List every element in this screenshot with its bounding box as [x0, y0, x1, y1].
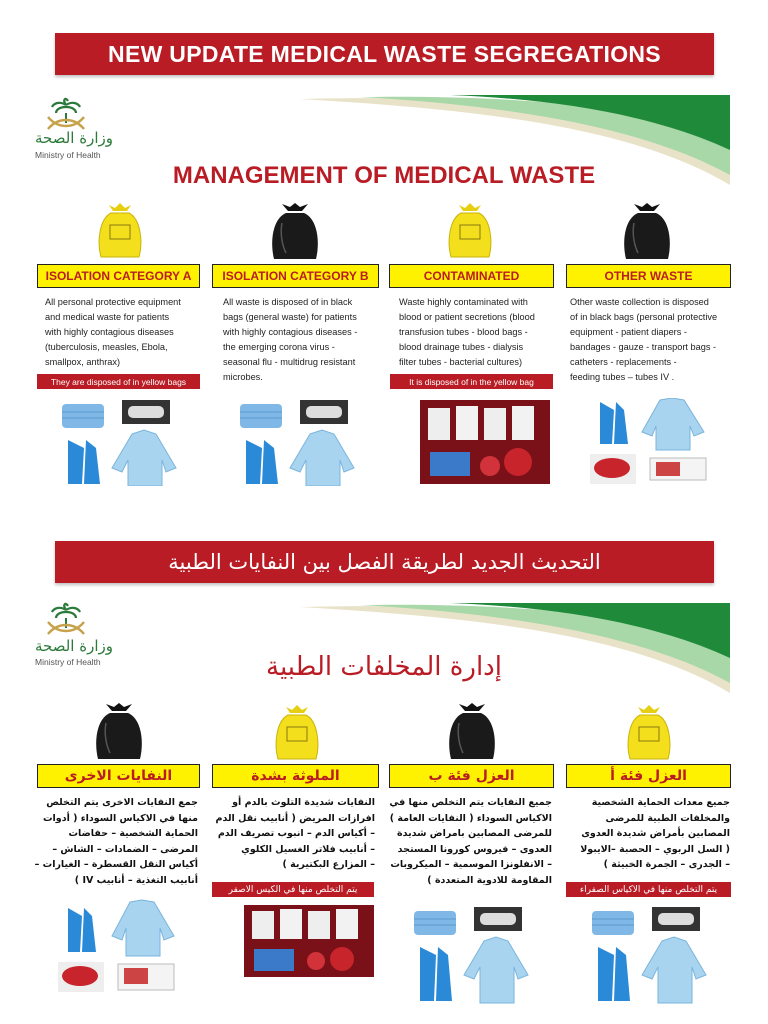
blood-bags-image	[420, 400, 550, 484]
section-title-ar: إدارة المخلفات الطبية	[266, 652, 502, 682]
category-label-isolation-b: ISOLATION CATEGORY B	[212, 264, 379, 288]
disposal-note-isolation-a-ar: يتم التخلص منها في الاكياس الصفراء	[566, 882, 731, 897]
description-contaminated: Waste highly contaminated with blood or patient secretions (blood transfusion tubes - blood bags - blood drainage tubes - dialysis filter tubes - bacterial cultures)	[399, 297, 535, 367]
description-other-waste: Other waste collection is disposed of in black bags (personal protective equipment - patient diapers - bandages - gauze - transport bags - catheters - replacements - feeding tubes – tubes IV .	[570, 297, 718, 382]
description-isolation-b: All waste is disposed of in black bags (general waste) for patients with highly contagious diseases - the emerging corona virus - seasonal flu - multidrug resistant microbes.	[223, 297, 358, 382]
disposal-note-contaminated-ar: يتم التخلص منها في الكيس الاصفر	[212, 882, 374, 897]
blood-bags-image	[244, 905, 374, 977]
other-waste-items-image	[58, 898, 178, 1018]
page-title-arabic: التحديث الجديد لطريقة الفصل بين النفايات الطبية	[168, 550, 601, 574]
category-label-other-waste-ar: النفايات الاخرى	[37, 764, 200, 788]
page-title: NEW UPDATE MEDICAL WASTE SEGREGATIONS	[108, 40, 661, 67]
yellow-bag-icon	[270, 705, 324, 763]
category-label-contaminated-ar: الملوثة بشدة	[212, 764, 379, 788]
black-bag-icon	[268, 203, 322, 261]
yellow-bag-icon	[93, 203, 147, 261]
disposal-note-isolation-a: They are disposed of in yellow bags	[37, 374, 200, 389]
description-isolation-a: All personal protective equipment and medical waste for patients with highly contagious diseases (tuberculosis, measles, Ebola, smallpox, anthrax)	[45, 297, 181, 367]
black-bag-icon	[620, 203, 674, 261]
category-label-contaminated: CONTAMINATED	[389, 264, 554, 288]
logo-arabic-text: وزارة الصحة	[35, 637, 113, 655]
description-contaminated-ar: النفايات شديدة التلوث بالدم أو افرازات المريض ( أنابيب نقل الدم – أكياس الدم – انبوب تصريف الدم – أنابيب فلاتر الغسيل الكلوي – المزارع البكتيرية )	[215, 797, 375, 870]
category-label-other-waste: OTHER WASTE	[566, 264, 731, 288]
ppe-items-image	[238, 398, 358, 486]
yellow-bag-icon	[622, 705, 676, 763]
logo-english-text: Ministry of Health	[35, 150, 101, 160]
other-waste-items-image	[590, 398, 710, 486]
category-label-isolation-b-ar: العزل فئة ب	[389, 764, 554, 788]
black-bag-icon	[92, 703, 146, 761]
logo-english-text: Ministry of Health	[35, 657, 101, 667]
ppe-items-image	[590, 905, 710, 1005]
description-isolation-a-ar: جميع معدات الحماية الشخصية والمخلفات الطبية للمرضى المصابين بأمراض شديدة العدوى ( السل الربوي – الحصبة –الايبولا – الجدرى – الجمرة الخبيثة )	[580, 797, 730, 870]
category-label-isolation-a-ar: العزل فئة أ	[566, 764, 731, 788]
ppe-items-image	[412, 905, 532, 1005]
yellow-bag-icon	[443, 203, 497, 261]
title-banner-ar	[55, 541, 714, 583]
disposal-note-contaminated: It is disposed of in the yellow bag	[390, 374, 553, 389]
section-title-en: MANAGEMENT OF MEDICAL WASTE	[172, 162, 596, 189]
title-banner-en	[55, 33, 714, 75]
ppe-items-image	[60, 398, 180, 486]
black-bag-icon	[445, 703, 499, 761]
logo-arabic-text: وزارة الصحة	[35, 129, 113, 147]
category-label-isolation-a: ISOLATION CATEGORY A	[37, 264, 200, 288]
description-isolation-b-ar: جميع النفايات يتم التخلص منها في الاكياس السوداء ( النفايات العامة ) للمرضى المصابين بامراض شديدة العدوى – فيروس كورونا المستجد – الانفلونزا الموسمية – الميكروبات المقاومة للادوية المتعددة )	[389, 797, 552, 886]
description-other-waste-ar: جمع النفايات الاخرى يتم التخلص منها في الاكياس السوداء ( أدوات الحماية الشخصية – حفاضات المرضى – الضمادات – الشاش – أكياس النقل القسطرة – الغيارات – أنابيب التغذية – أنابيب IV )	[34, 797, 198, 886]
